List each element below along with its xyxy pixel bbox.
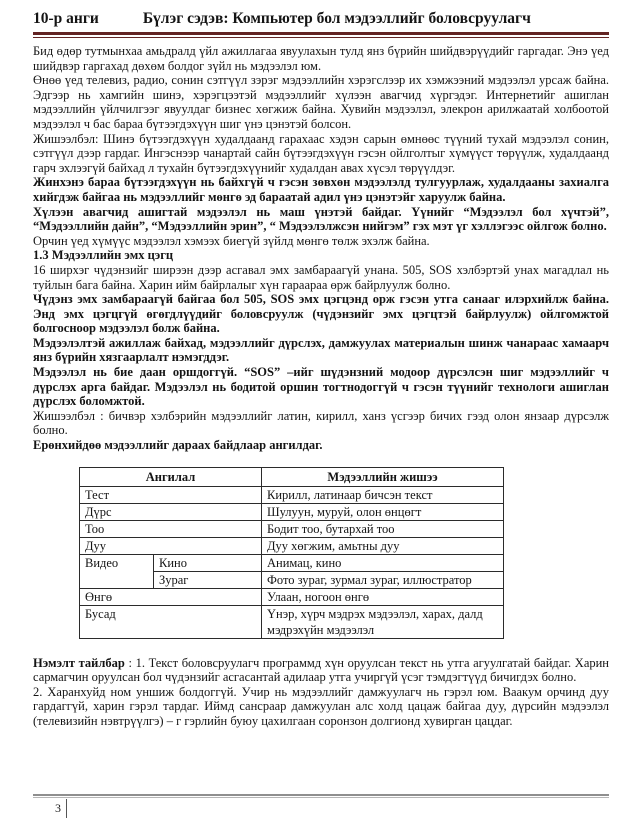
table-cell: Үнэр, хүрч мэдрэх мэдээлэл, харах, далд мэдрэхүйн мэдээлэл (262, 605, 504, 638)
paragraph-representation: Мэдээлэл нь бие даан оршдоггүй. “SOS” –ийг шүдэнзний модоор дүрсэлсэн шиг мэдээллийг ч дүрслэх арга байдаг. Мэдээлэл нь бодитой оршин тогтнодоггүй ч гэсэн түүнийг технологи ашиглан дүрслэх боломжтой. (33, 365, 609, 409)
table-cell: Тест (80, 486, 262, 503)
table-cell: Тоо (80, 520, 262, 537)
table-row (80, 554, 504, 571)
paragraph-note-1: Нэмэлт тайлбар : 1. Текст боловсруулагч программд хүн оруулсан текст нь утга агуулгатай байдаг. Харин сармагчин оруулсан бол чүдэнзийг асгасантай адилаар утга учиргүй үсэг тэмдэгтүүд бичигдэх болно. (33, 655, 609, 685)
table-cell: Фото зураг, зурмал зураг, иллюстратор (262, 571, 504, 588)
paragraph-order: Жинхэнэ бараа бүтээгдэхүүн нь байхгүй ч гэсэн зөвхөн мэдээлэлд тулгуурлаж, худалдааны захиалга хийгдэж байгаа нь мэдээллийг мөнгө эд бараатай адил үнэ цэнэтэйг харуулж байна. (33, 175, 609, 204)
body-text-top (33, 44, 609, 453)
chapter-title: Бүлэг сэдэв: Компьютер бол мэдээллийг боловсруулагч (142, 10, 531, 27)
paragraph-note-2: 2. Харанхуйд ном уншиж болдоггүй. Учир нь мэдээллийг дамжуулагч нь гэрэл юм. Ваакум орчинд дуу гардаггүй, харин гэрэл тардаг. Иймд сансраар дамжуулан алс холд цацаж байгаа дуу, дүрсийн мэдээлэл (телевизийн нэвтрүүлгэ) – г гэрлийн буюу цахилгаан соронзон долгионд хувирган цацдаг. (33, 684, 609, 728)
header-divider (33, 32, 609, 38)
table-cell: Видео (80, 554, 154, 588)
table-cell: Бусад (80, 605, 262, 638)
page-content (33, 8, 609, 729)
grade-label: 10-р анги (33, 10, 99, 27)
table-row (80, 503, 504, 520)
classification-table (79, 467, 504, 639)
table-cell: Дуу хөгжим, амьтны дуу (262, 537, 504, 554)
paragraph-example-script: Жишээлбэл : бичвэр хэлбэрийн мэдээллийг латин, кирилл, ханз үсгээр бичих гээд олон янзаар дүрсэлж болно. (33, 408, 609, 438)
paragraph-order-meaning: Чүдэнз эмх замбараагүй байгаа бол 505, SOS эмх цэгцэнд орж гэсэн утга санааг илэрхийлж байна. Энд эмх цэгцгүй өгөгдлүүдийг боловсруулж (чүдэнзийг эмх цэгцтэй байрлуулж) ойлгомжтой болгосноор мэдээлэл болж байна. (33, 292, 609, 336)
table-row (80, 605, 504, 638)
table-cell: Бодит тоо, бутархай тоо (262, 520, 504, 537)
table-cell: Кирилл, латинаар бичсэн текст (262, 486, 504, 503)
table-cell: Дүрс (80, 503, 262, 520)
document-header (33, 8, 609, 28)
table-cell: Анимац, кино (262, 554, 504, 571)
document-footer (33, 794, 609, 818)
table-row (80, 537, 504, 554)
section-heading: 1.3 Мэдээллийн эмх цэгц (33, 248, 174, 263)
paragraph-valuable: Хүлээн авагчид ашигтай мэдээлэл нь маш үнэтэй байдаг. Үүнийг “Мэдээлэл бол хүчтэй”, “Мэдээллийн дайн”, “Мэдээллийн эрин”, “ Мэдээлэлжсэн нийгэм” гэх мэт үг хэллэгээс ойлгож болно. (33, 204, 609, 234)
paragraph-pay: Орчин үед хүмүүс мэдээлэл хэмээх биегүй зүйлд мөнгө төлж эхэлж байна. (33, 233, 430, 248)
paragraph-example-product: Жишээлбэл: Шинэ бүтээгдэхүүн худалдаанд гарахаас хэдэн сарын өмнөөс түүний тухай мэдээлэл сонин, сэтгүүл дээр гардаг. Ингэснээр чанартай сайн бүтээгдэхүүн гэсэн ойлголтыг хүмүүст төрүүлж, худалдаанд гарч эхлээгүй байхад л тухайн бүтээгдэхүүнийг худалдан авах хүсэл төрүүлдэг. (33, 131, 609, 175)
table-cell: Шулуун, муруй, олон өнцөгт (262, 503, 504, 520)
table-header-row (80, 467, 504, 486)
table-cell: Өнгө (80, 588, 262, 605)
paragraph-classification-lead: Ерөнхийдөө мэдээллийг дараах байдлаар ангилдаг. (33, 438, 323, 453)
paragraph-media: Өнөө үед телевиз, радио, сонин сэтгүүл зэрэг мэдээллийн хэрэгслээр их хэмжээний мэдээлэл урсаж байна. Эдгээр нь хамгийн шинэ, хэрэгцээтэй мэдээллийг хүлээн авагчид хүргэдэг. Интернетийг ашиглан мэдээллийн үйлчилгээг явуулдаг бизнес хөгжиж байна. Хувийн мэдээлэл, элекрон арилжаатай холбоотой мэдээлэл ч бас бараа бүтээгдэхүүн шиг үнэ цэнэтэй болсон. (33, 73, 609, 131)
table-cell: Дуу (80, 537, 262, 554)
table-cell: Зураг (154, 571, 262, 588)
body-text-bottom (33, 656, 609, 729)
table-row (80, 520, 504, 537)
table-cell: Улаан, ногоон өнгө (262, 588, 504, 605)
table-row (80, 486, 504, 503)
paragraph-matches: 16 ширхэг чүдэнзийг ширээн дээр асгавал эмх замбараагүй унана. 505, SOS хэлбэртэй унах магадлал нь туйлын бага байна. Харин ийм байрлалыг хүн гараараа өрж байрлуулж болно. (33, 262, 609, 292)
footer-row (55, 798, 609, 818)
page-number: 3 (55, 800, 61, 815)
footer-separator-bar (66, 799, 67, 818)
paragraph-intro: Бид өдөр тутмынхаа амьдралд үйл ажиллагаа явуулахын тулд янз бүрийн шийдвэрүүдийг гаргадаг. Энэ үед шийдвэр гаргахад дөхөм болдог зүйл нь мэдээлэл юм. (33, 44, 609, 73)
table-header-cell: Мэдээллийн жишээ (262, 467, 504, 486)
table-cell: Кино (154, 554, 262, 571)
table-row (80, 588, 504, 605)
table-header-cell: Ангилал (80, 467, 262, 486)
paragraph-note-1-lead: Нэмэлт тайлбар (33, 655, 125, 670)
paragraph-limits: Мэдээлэлтэй ажиллаж байхад, мэдээллийг дүрслэх, дамжуулах материалын шинж чанараас хамаарч янз бүрийн хязгаарлалт нэмэгддэг. (33, 335, 609, 365)
